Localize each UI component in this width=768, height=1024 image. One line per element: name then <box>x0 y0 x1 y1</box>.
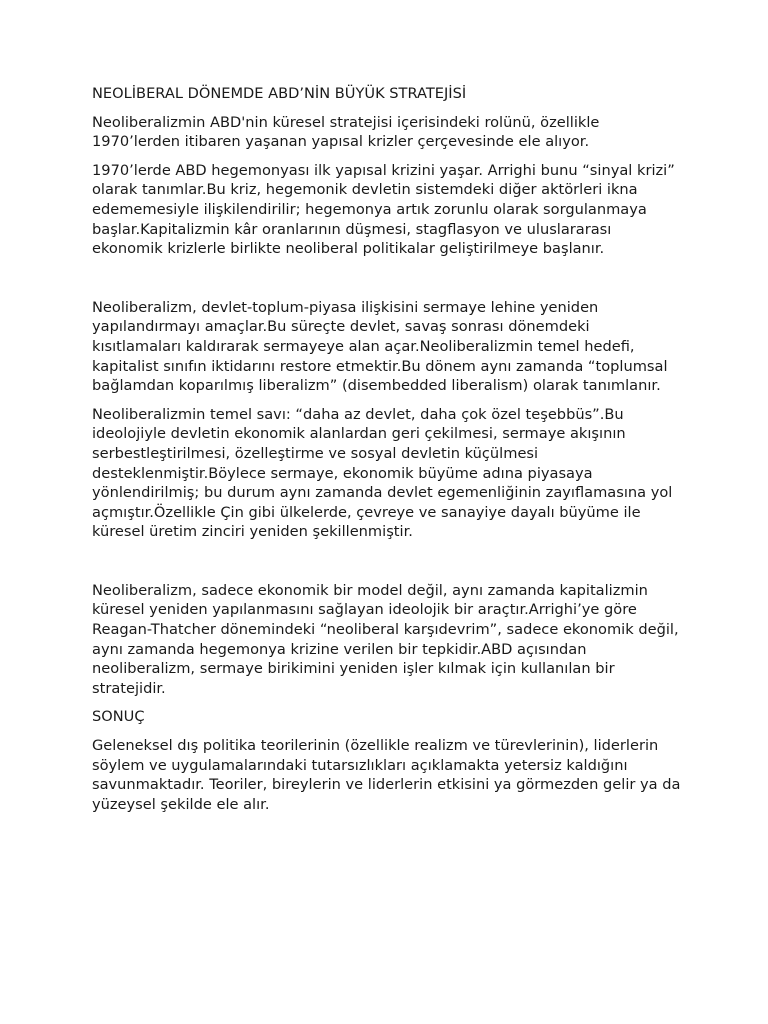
paragraph-hegemony-crisis: 1970’lerde ABD hegemonyası ilk yapısal krizini yaşar. Arrighi bunu “sinyal krizi” olarak tanımlar.Bu kriz, hegemonik devletin sistemdeki diğer aktörleri ikna edememesiyle ilişkilendirilir; hegemonya artık zorunlu olarak sorgulanmaya başlar.Kapitalizmin kâr oranlarının düşmesi, stagflasyon ve uluslararası ekonomik krizlerle birlikte neoliberal politikalar geliştirilmeye başlanır. <box>92 161 675 258</box>
document-body <box>92 84 682 823</box>
document-title: NEOLİBERAL DÖNEMDE ABD’NİN BÜYÜK STRATEJİSİ <box>92 85 467 102</box>
paragraph-core-argument: Neoliberalizmin temel savı: “daha az devlet, daha çok özel teşebbüs”.Bu ideolojiyle devletin ekonomik alanlardan geri çekilmesi, sermaye akışının serbestleştirilmesi, özelleştirme ve sosyal devletin küçülmesi desteklenmiştir.Böylece sermaye, ekonomik büyüme adına piyasaya yönlendirilmiş; bu durum aynı zamanda devlet egemenliğinin zayıflamasına yol açmıştır.Özellikle Çin gibi ülkelerde, çevreye ve sanayiye dayalı büyüme ile küresel üretim zinciri yeniden şekillenmiştir. <box>92 405 673 541</box>
paragraph-intro: Neoliberalizmin ABD'nin küresel stratejisi içerisindeki rolünü, özellikle 1970’lerden itibaren yaşanan yapısal krizler çerçevesinde ele alıyor. <box>92 113 600 151</box>
conclusion-heading: SONUÇ <box>92 708 145 726</box>
paragraph-state-society-market: Neoliberalizm, devlet-toplum-piyasa ilişkisini sermaye lehine yeniden yapılandırmayı amaçlar.Bu süreçte devlet, savaş sonrası dönemdeki kısıtlamaları kaldırarak sermayeye alan açar.Neoliberalizmin temel hedefi, kapitalist sınıfın iktidarını restore etmektir.Bu dönem aynı zamanda “toplumsal bağlamdan koparılmış liberalizm” (disembedded liberalism) olarak tanımlanır. <box>92 298 668 395</box>
paragraph-conclusion: Geleneksel dış politika teorilerinin (özellikle realizm ve türevlerinin), liderlerin söylem ve uygulamalarındaki tutarsızlıkları açıklamakta yetersiz kaldığını savunmaktadır. Teoriler, bireylerin ve liderlerin etkisini ya görmezden gelir ya da yüzeysel şekilde ele alır. <box>92 737 681 813</box>
paragraph-ideological-tool: Neoliberalizm, sadece ekonomik bir model değil, aynı zamanda kapitalizmin küresel yeniden yapılanmasını sağlayan ideolojik bir araçtır.Arrighi’ye göre Reagan-Thatcher dönemindeki “neoliberal karşıdevrim”, sadece ekonomik değil, aynı zamanda hegemonya krizine verilen bir tepkidir.ABD açısından neoliberalizm, sermaye birikimini yeniden işler kılmak için kullanılan bir stratejidir. <box>92 581 679 697</box>
